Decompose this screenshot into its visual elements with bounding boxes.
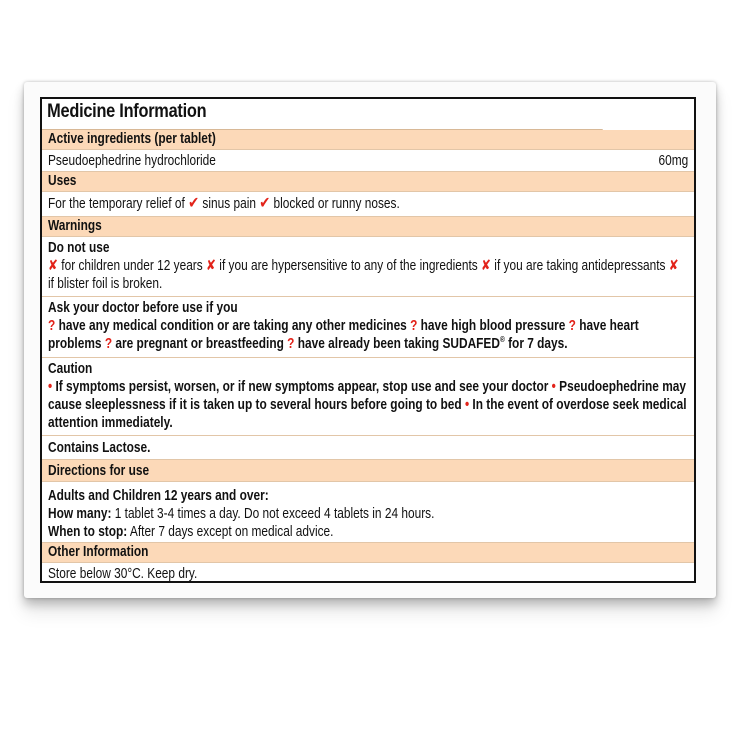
ask-doctor-heading: Ask your doctor before use if you (48, 300, 238, 316)
uses-item-1: sinus pain (202, 196, 256, 212)
ask-doctor-item: have already been taking SUDAFED (297, 336, 500, 352)
caution-item: If symptoms persist, worsen, or if new symptoms appear, stop use and see your doctor (55, 379, 549, 395)
medicine-info-panel (40, 97, 696, 583)
registered-mark: ® (499, 335, 505, 345)
do-not-use-section (42, 237, 694, 297)
caution-item: In the event of overdose seek medical attention immediately. (48, 397, 687, 431)
caution-item: Pseudoephedrine may cause sleeplessness if it is taken up to several hours before going to bed (48, 379, 687, 413)
do-not-use-item: if you are taking antidepressants (494, 258, 666, 274)
cross-icon: ✘ (48, 258, 58, 274)
lactose-text: Contains Lactose. (48, 440, 151, 456)
active-ingredients-header: Active ingredients (per tablet) (42, 130, 694, 150)
cross-icon: ✘ (481, 258, 492, 274)
panel-title: Medicine Information (42, 99, 603, 130)
ask-doctor-tail: for 7 days. (508, 336, 568, 352)
bullet-icon: • (464, 397, 470, 413)
directions-line-1: Adults and Children 12 years and over: (48, 488, 269, 504)
cross-icon: ✘ (206, 258, 216, 274)
bullet-icon: • (551, 379, 556, 395)
uses-row (42, 192, 694, 217)
caution-heading: Caution (48, 361, 93, 377)
other-info-row (42, 563, 694, 585)
check-icon: ✔ (188, 195, 200, 212)
how-many-label: How many: (48, 506, 112, 522)
warnings-header: Warnings (42, 217, 694, 237)
question-icon: ? (287, 336, 295, 352)
how-many-text: 1 tablet 3-4 times a day. Do not exceed 4 tablets in 24 hours. (114, 506, 435, 522)
ingredient-name: Pseudoephedrine hydrochloride (48, 153, 216, 169)
question-icon: ? (104, 336, 113, 352)
ask-doctor-item: have heart problems (48, 318, 639, 352)
ask-doctor-section (42, 297, 694, 358)
uses-header: Uses (42, 172, 694, 192)
do-not-use-item: if you are hypersensitive to any of the ingredients (219, 258, 478, 274)
question-icon: ? (568, 318, 576, 334)
check-icon: ✔ (259, 195, 271, 212)
uses-item-2: blocked or runny noses. (273, 196, 400, 212)
storage-text: Store below 30°C. Keep dry. (48, 566, 198, 582)
lactose-row (42, 436, 694, 460)
ask-doctor-item: are pregnant or breastfeeding (115, 336, 284, 352)
ingredient-amount: 60mg (658, 153, 688, 169)
uses-intro: For the temporary relief of (48, 196, 185, 212)
do-not-use-heading: Do not use (48, 240, 110, 256)
ingredient-row (42, 150, 694, 172)
bullet-icon: • (48, 379, 53, 395)
question-icon: ? (410, 318, 418, 334)
ask-doctor-item: have any medical condition or are taking any other medicines (58, 318, 407, 334)
ask-doctor-item: have high blood pressure (420, 318, 566, 334)
when-to-stop-text: After 7 days except on medical advice. (129, 524, 334, 540)
other-info-header: Other Information (42, 543, 694, 563)
do-not-use-item: if blister foil is broken. (48, 276, 163, 292)
caution-section (42, 358, 694, 436)
question-icon: ? (48, 318, 56, 334)
cross-icon: ✘ (668, 258, 679, 274)
when-to-stop-label: When to stop: (48, 524, 128, 540)
directions-header: Directions for use (42, 460, 694, 482)
directions-section (42, 482, 694, 543)
do-not-use-item: for children under 12 years (61, 258, 203, 274)
